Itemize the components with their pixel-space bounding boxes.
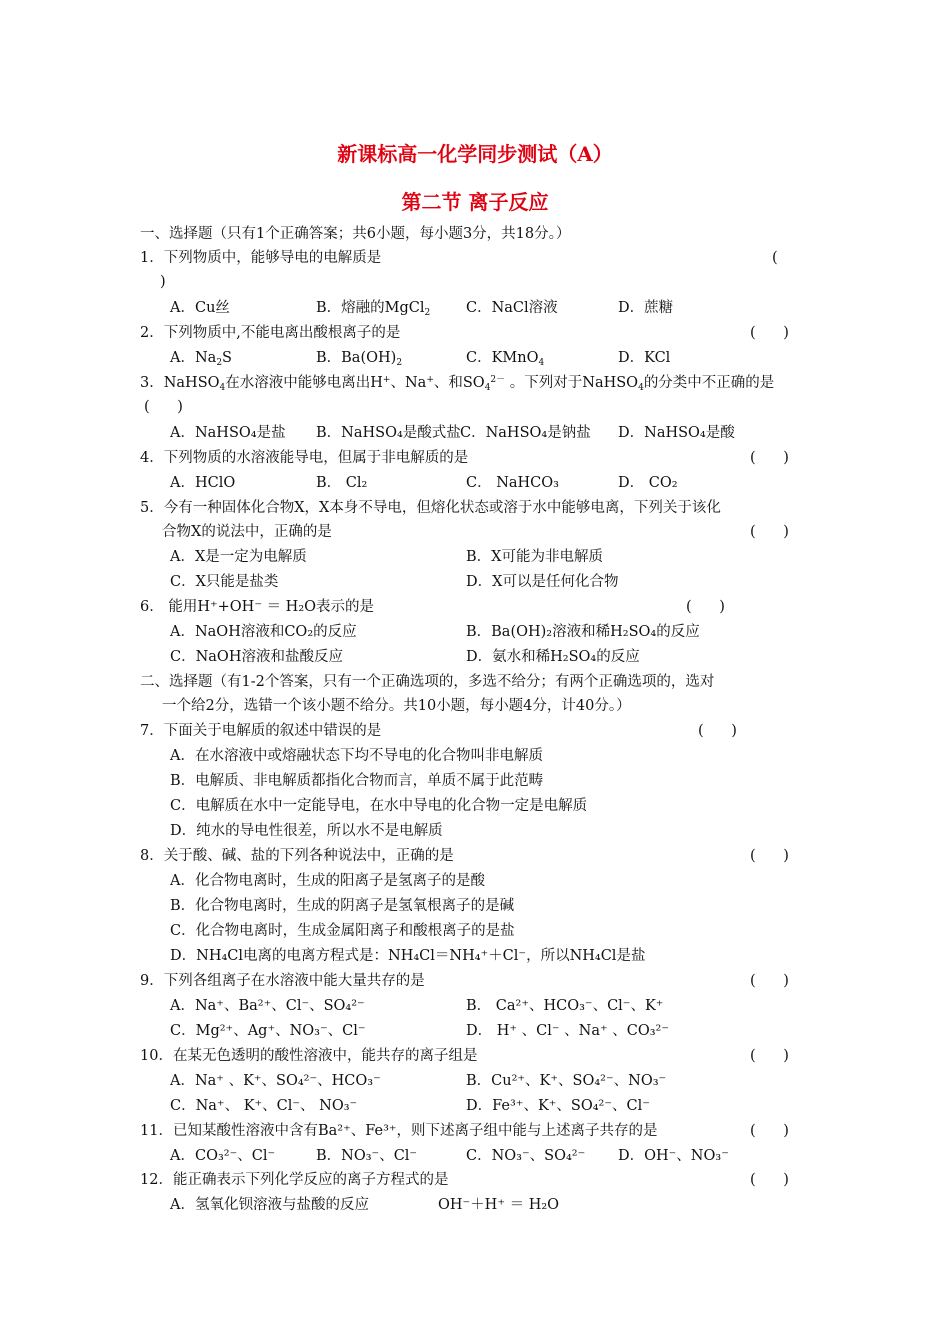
question-12: 12．能正确表示下列化学反应的离子方程式的是 bbox=[140, 1172, 449, 1188]
q4-option-c: C． NaHCO₃ bbox=[466, 475, 559, 491]
question-8: 8．关于酸、碱、盐的下列各种说法中，正确的是 bbox=[140, 848, 454, 864]
q8-option-c: C．化合物电离时，生成金属阳离子和酸根离子的是盐 bbox=[170, 923, 515, 939]
q6-option-d: D．氨水和稀H₂SO₄的反应 bbox=[466, 649, 640, 665]
q12-option-a-equation: OH⁻＋H⁺ ＝ H₂O bbox=[438, 1197, 560, 1213]
answer-paren-9: ( ) bbox=[750, 973, 789, 989]
q5-option-d: D．X可以是任何化合物 bbox=[466, 574, 619, 590]
q9-option-c: C．Mg²⁺、Ag⁺、NO₃⁻、Cl⁻ bbox=[170, 1023, 366, 1039]
q1-option-d: D．蔗糖 bbox=[618, 300, 674, 316]
q11-option-d: D．OH⁻、NO₃⁻ bbox=[618, 1148, 729, 1164]
question-6: 6． 能用H⁺+OH⁻ ＝ H₂O表示的是 bbox=[140, 599, 375, 615]
answer-paren-5: ( ) bbox=[750, 524, 789, 540]
q1-option-a: A．Cu丝 bbox=[170, 300, 230, 316]
q10-option-b: B．Cu²⁺、K⁺、SO₄²⁻、NO₃⁻ bbox=[466, 1073, 667, 1089]
q8-option-a: A．化合物电离时，生成的阳离子是氢离子的是酸 bbox=[170, 873, 485, 889]
q2-option-a: A．$Na_2S$ bbox=[170, 350, 232, 368]
q3-option-b: B．NaHSO₄是酸式盐 bbox=[316, 425, 461, 441]
exam-title: 新课标高一化学同步测试（A） bbox=[337, 142, 613, 166]
answer-paren-11: ( ) bbox=[750, 1123, 789, 1139]
answer-paren-12: ( ) bbox=[750, 1172, 789, 1188]
answer-paren-1b: ) bbox=[160, 274, 166, 290]
answer-paren-1a: ( bbox=[772, 250, 778, 266]
answer-paren-2: ( ) bbox=[750, 325, 789, 341]
q1-option-b: B．熔融的MgCl$_2$ bbox=[316, 300, 431, 318]
answer-paren-7: ( ) bbox=[698, 723, 737, 739]
section-1-heading: 一、选择题（只有1个正确答案；共6小题，每小题3分，共18分。） bbox=[140, 226, 571, 242]
q2-option-d: D．KCl bbox=[618, 350, 671, 366]
question-5: 5．今有一种固体化合物X，X本身不导电，但熔化状态或溶于水中能够电离，下列关于该化 bbox=[140, 500, 721, 516]
question-10: 10．在某无色透明的酸性溶液中，能共存的离子组是 bbox=[140, 1048, 478, 1064]
q10-option-a: A．Na⁺ 、K⁺、SO₄²⁻、HCO₃⁻ bbox=[170, 1073, 381, 1089]
q2-option-b: B．$Ba(OH)_2$ bbox=[316, 350, 403, 368]
question-11: 11．已知某酸性溶液中含有Ba²⁺、Fe³⁺，则下述离子组中能与上述离子共存的是 bbox=[140, 1123, 658, 1139]
q8-option-b: B．化合物电离时，生成的阴离子是氢氧根离子的是碱 bbox=[170, 898, 515, 914]
question-4: 4．下列物质的水溶液能导电，但属于非电解质的是 bbox=[140, 450, 469, 466]
q11-option-c: C．NO₃⁻、SO₄²⁻ bbox=[466, 1148, 586, 1164]
q2-option-c: C．KMnO$_4$ bbox=[466, 350, 545, 368]
q11-option-a: A．CO₃²⁻、Cl⁻ bbox=[170, 1148, 276, 1164]
section-2-heading: 二、选择题（有1-2个答案，只有一个正确选项的，多选不给分；有两个正确选项的，选对 bbox=[140, 674, 715, 690]
q4-option-d: D． CO₂ bbox=[618, 475, 678, 491]
q1-option-c: C．NaCl溶液 bbox=[466, 300, 558, 316]
q6-option-a: A．NaOH溶液和CO₂的反应 bbox=[170, 624, 357, 640]
q6-option-b: B．Ba(OH)₂溶液和稀H₂SO₄的反应 bbox=[466, 624, 700, 640]
answer-paren-3: ( ) bbox=[144, 399, 183, 415]
q9-option-d: D． H⁺ 、Cl⁻ 、Na⁺ 、CO₃²⁻ bbox=[466, 1023, 669, 1039]
q3-option-d: D．NaHSO₄是酸 bbox=[618, 425, 735, 441]
q12-option-a: A．氢氧化钡溶液与盐酸的反应 bbox=[170, 1197, 369, 1213]
question-5-cont: 合物X的说法中，正确的是 bbox=[162, 524, 332, 540]
q5-option-c: C．X只能是盐类 bbox=[170, 574, 279, 590]
section-2-heading-cont: 一个给2分，选错一个该小题不给分。共10小题，每小题4分，计40分。） bbox=[162, 698, 631, 714]
q7-option-b: B．电解质、非电解质都指化合物而言，单质不属于此范畴 bbox=[170, 773, 544, 789]
q5-option-b: B．X可能为非电解质 bbox=[466, 549, 603, 565]
q9-option-b: B． Ca²⁺、HCO₃⁻、Cl⁻、K⁺ bbox=[466, 998, 664, 1014]
q7-option-a: A．在水溶液中或熔融状态下均不导电的化合物叫非电解质 bbox=[170, 748, 543, 764]
q3-option-c: C．NaHSO₄是钠盐 bbox=[460, 425, 591, 441]
answer-paren-4: ( ) bbox=[750, 450, 789, 466]
q10-option-d: D．Fe³⁺、K⁺、SO₄²⁻、Cl⁻ bbox=[466, 1098, 650, 1114]
answer-paren-6: ( ) bbox=[686, 599, 725, 615]
q6-option-c: C．NaOH溶液和盐酸反应 bbox=[170, 649, 343, 665]
question-3: 3．NaHSO$_4$在水溶液中能够电离出H+、Na+、和$SO_4^{2-}$ 。下列对于NaHSO$_4$的分类中不正确的是 bbox=[140, 375, 775, 393]
q7-option-c: C．电解质在水中一定能导电，在水中导电的化合物一定是电解质 bbox=[170, 798, 588, 814]
q5-option-a: A．X是一定为电解质 bbox=[170, 549, 307, 565]
q4-option-a: A．HClO bbox=[170, 475, 236, 491]
question-2: 2．下列物质中,不能电离出酸根离子的是 bbox=[140, 325, 401, 341]
q8-option-d: D．NH₄Cl电离的电离方程式是：NH₄Cl＝NH₄⁺＋Cl⁻，所以NH₄Cl是盐 bbox=[170, 948, 646, 964]
q10-option-c: C．Na⁺、 K⁺、Cl⁻、 NO₃⁻ bbox=[170, 1098, 358, 1114]
question-7: 7．下面关于电解质的叙述中错误的是 bbox=[140, 723, 382, 739]
q7-option-d: D．纯水的导电性很差，所以水不是电解质 bbox=[170, 823, 443, 839]
q9-option-a: A．Na⁺、Ba²⁺、Cl⁻、SO₄²⁻ bbox=[170, 998, 365, 1014]
q4-option-b: B． Cl₂ bbox=[316, 475, 368, 491]
answer-paren-10: ( ) bbox=[750, 1048, 789, 1064]
q3-option-a: A．NaHSO₄是盐 bbox=[170, 425, 286, 441]
answer-paren-8: ( ) bbox=[750, 848, 789, 864]
q11-option-b: B．NO₃⁻、Cl⁻ bbox=[316, 1148, 418, 1164]
section-title: 第二节 离子反应 bbox=[401, 190, 549, 214]
question-9: 9．下列各组离子在水溶液中能大量共存的是 bbox=[140, 973, 425, 989]
question-1: 1．下列物质中，能够导电的电解质是 bbox=[140, 250, 382, 266]
